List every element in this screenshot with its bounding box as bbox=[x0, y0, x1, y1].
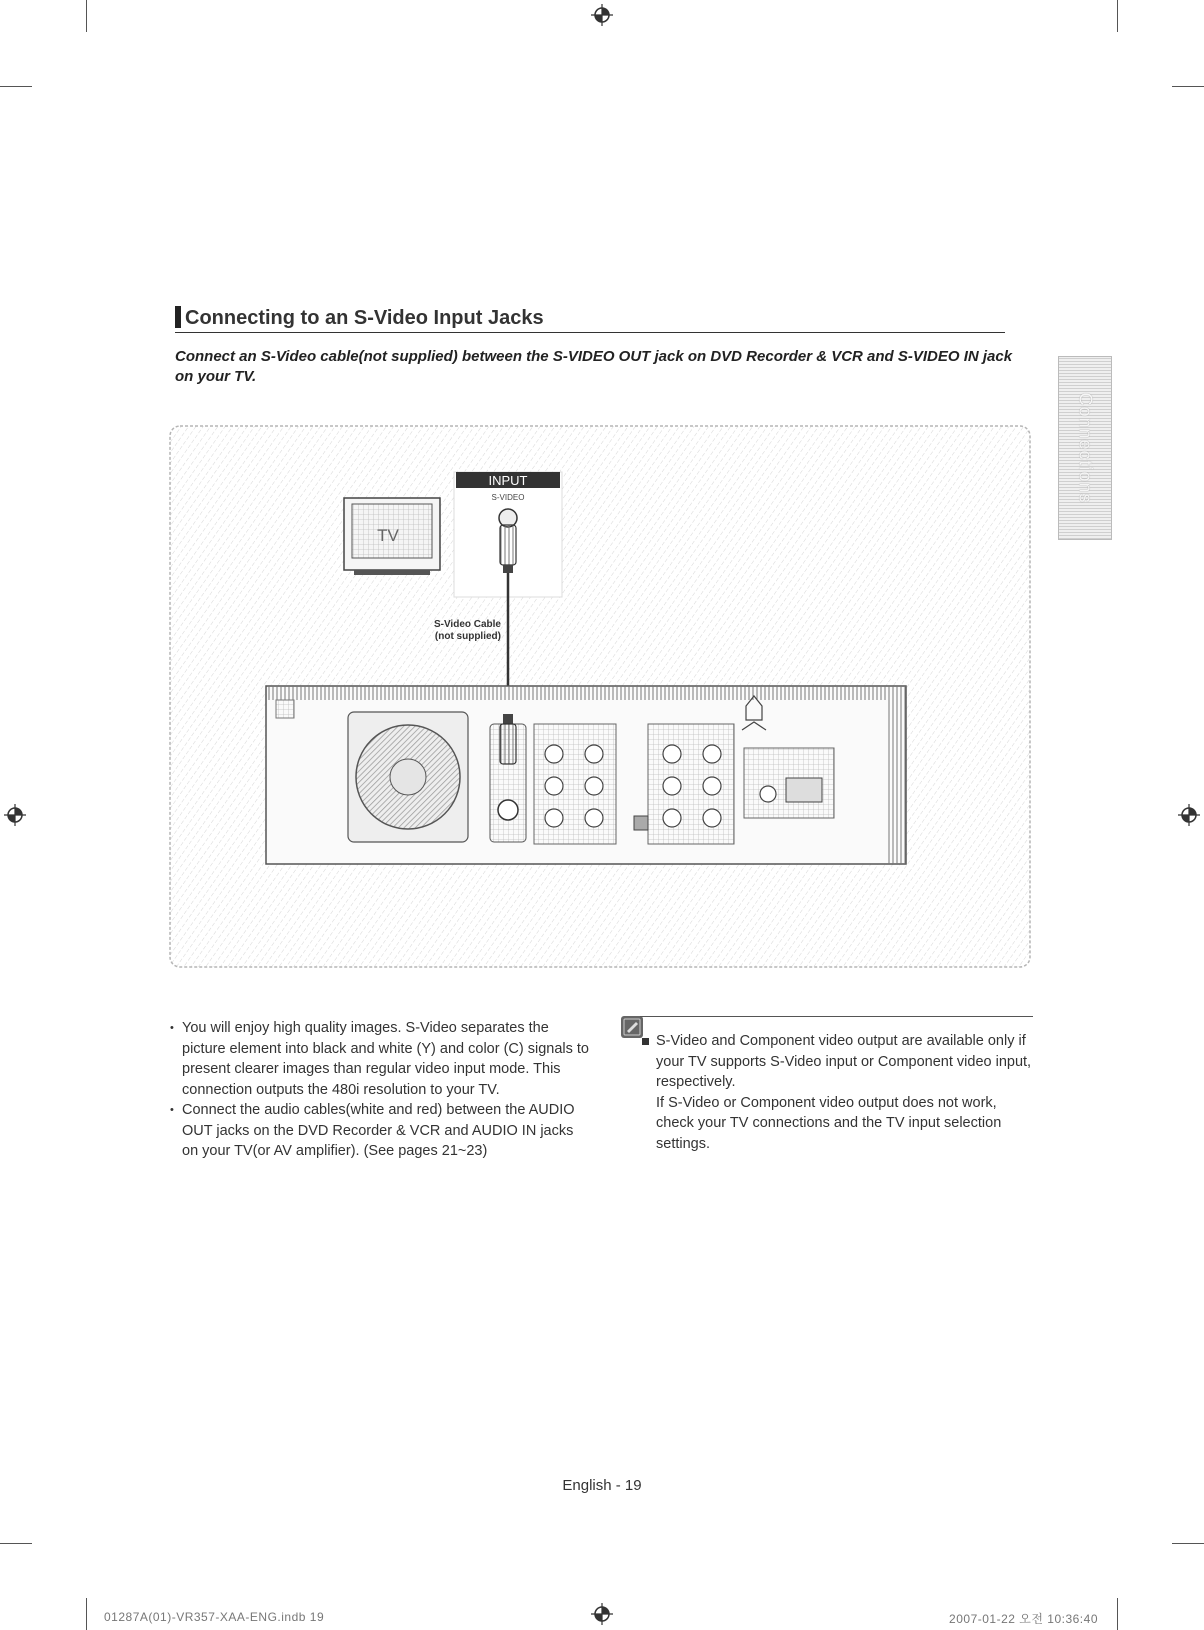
note-rule bbox=[640, 1016, 1033, 1017]
crop-mark bbox=[0, 1543, 32, 1544]
input-header-label: INPUT bbox=[488, 473, 528, 488]
date-slug: 2007-01-22 오전 10:36:40 bbox=[949, 1612, 1098, 1626]
section-intro: Connect an S-Video cable(not supplied) between the S-VIDEO OUT jack on DVD Recorder & VCR and S-VIDEO IN jack on your TV. bbox=[175, 348, 1013, 385]
note-bullet bbox=[642, 1038, 649, 1045]
tv-illustration bbox=[344, 498, 440, 575]
note-text-2: If S-Video or Component video output does not work, check your TV connections and the TV input selection settings. bbox=[656, 1094, 1002, 1152]
registration-mark-icon bbox=[1178, 804, 1200, 826]
crop-mark bbox=[1117, 1598, 1118, 1630]
note-icon bbox=[620, 1015, 644, 1039]
heading-bar bbox=[175, 306, 181, 328]
side-tab bbox=[1058, 356, 1112, 540]
bullet-item: • Connect the audio cables(white and red) between the AUDIO OUT jacks on the DVD Recorder & VCR and AUDIO IN jacks on your TV(or AV amplifier). (See pages 21~23) bbox=[170, 1100, 590, 1162]
svideo-label: S-VIDEO bbox=[491, 493, 525, 502]
side-tab-label: Connections bbox=[1075, 392, 1096, 504]
crop-mark bbox=[0, 86, 32, 87]
info-bullets bbox=[170, 1018, 590, 1162]
crop-mark bbox=[1117, 0, 1118, 32]
registration-mark-icon bbox=[591, 1603, 613, 1625]
registration-mark-icon bbox=[4, 804, 26, 826]
crop-mark bbox=[86, 1598, 87, 1630]
section-title: Connecting to an S-Video Input Jacks bbox=[185, 307, 544, 329]
crop-mark bbox=[1172, 86, 1204, 87]
note bbox=[656, 1031, 1036, 1154]
cable-label-line1: S-Video Cable bbox=[433, 619, 501, 630]
registration-mark-icon bbox=[591, 4, 613, 26]
bullet-item: • You will enjoy high quality images. S-Video separates the picture element into black and white (Y) and color (C) signals to present clearer images than regular video input mode. This connection outputs the 480i resolution to your TV. bbox=[170, 1018, 590, 1100]
recorder-rear-panel bbox=[266, 686, 906, 864]
note-text-1: S-Video and Component video output are available only if your TV supports S-Video input or Component video input, respectively. bbox=[656, 1033, 1032, 1090]
file-slug: 01287A(01)-VR357-XAA-ENG.indb 19 bbox=[104, 1610, 325, 1624]
crop-mark bbox=[86, 0, 87, 32]
page-number: English - 19 bbox=[562, 1477, 642, 1494]
connection-diagram bbox=[168, 424, 1032, 969]
section-heading bbox=[175, 306, 1005, 333]
crop-mark bbox=[1172, 1543, 1204, 1544]
cable-label-line2: (not supplied) bbox=[434, 631, 501, 642]
svideo-in-jack bbox=[499, 509, 517, 527]
tv-label: TV bbox=[377, 526, 399, 545]
